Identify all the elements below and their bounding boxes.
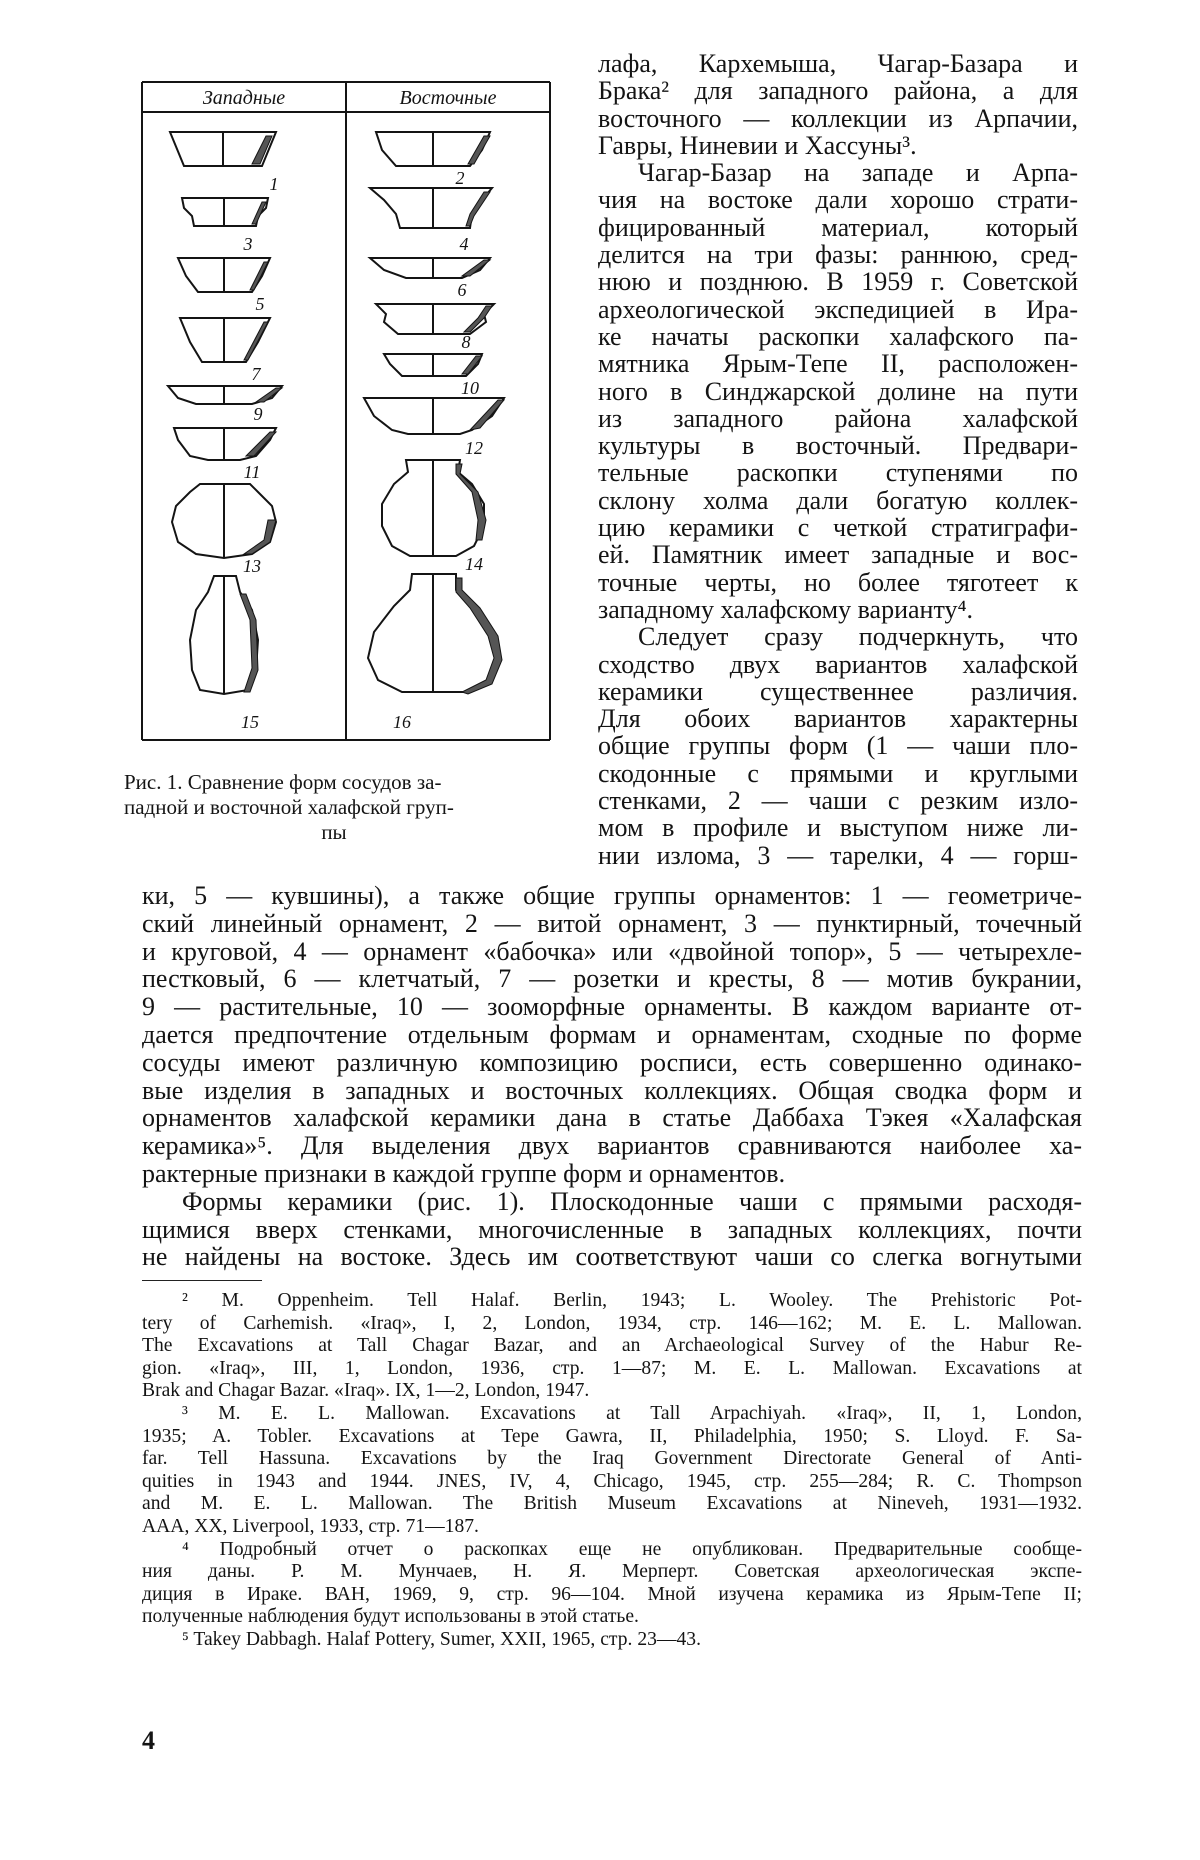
vessel-15 [190,576,258,694]
text-line: Следует сразу подчеркнуть, что [638,622,1078,652]
figure-header-east: Восточные [399,87,497,109]
vessel-number: 4 [459,234,469,254]
footnote-line: AAA, XX, Liverpool, 1933, стр. 71—187. [142,1515,479,1537]
figure-caption [124,770,544,845]
footnote-line: and M. E. L. Mallowan. The British Museum Excavations at Nineveh, 1931—1932. [142,1493,1082,1515]
text-line: западному халафскому варианту⁴. [598,594,974,624]
vessel-6 [370,258,490,278]
text-line: дается предпочтение отдельным формам и орнаментам, сходные по форме [142,1019,1082,1049]
text-line: ного в Синджарской долине на пути [598,376,1078,406]
caption-line: пы [321,820,347,844]
vessel-number: 9 [253,404,263,424]
vessel-number: 3 [243,234,253,254]
figure-header-west: Западные [202,87,286,109]
vessel-number: 14 [465,554,483,574]
footnotes [142,1290,1082,1652]
footnote-line: диция в Ираке. ВАН, 1969, 9, стр. 96—104. Мной изучена керамика из Ярым-Тепе II; [142,1583,1082,1605]
text-line: ки, 5 — кувшины), а также общие группы орнаментов: 1 — геометриче- [142,881,1082,910]
vessel-14 [382,460,486,556]
footnote-line: 1935; A. Tobler. Excavations at Tepe Gawra, II, Philadelphia, 1950; S. Lloyd. F. Sa- [142,1425,1082,1447]
vessel-number: 5 [255,294,265,314]
text-line: археологической экспедицией в Ира- [598,294,1078,324]
footnote-line: quities in 1943 and 1944. JNES, IV, 4, Chicago, 1945, стр. 255—284; R. C. Thompson [142,1470,1082,1492]
footnote-line: ⁵ Takey Dabbagh. Halaf Pottery, Sumer, XXII, 1965, стр. 23—43. [182,1628,701,1650]
text-line: керамика»⁵. Для выделения двух вариантов сравниваются наиболее ха- [142,1131,1082,1161]
text-line: и круговой, 4 — орнамент «бабочка» или «двойной топор», 5 — четырехле- [142,936,1082,966]
text-line: точные черты, но более тяготеет к [598,567,1078,597]
text-line: Чагар-Базар на западе и Арпа- [638,158,1078,188]
vessel-12 [364,398,504,434]
text-line: скодонные с прямыми и круглыми [598,758,1078,788]
figure-1 [140,80,552,750]
vessel-number: 16 [393,712,411,732]
vessel-number: 13 [243,556,261,576]
text-line: рактерные признаки в каждой группе форм и орнаментов. [142,1158,786,1188]
text-line: ский линейный орнамент, 2 — витой орнамент, 3 — пунктирный, точечный [142,908,1082,938]
text-line: орнаментов халафской керамики дана в статье Даббаха Тэкея «Халафская [142,1103,1082,1133]
text-line: цию керамики с четкой стратиграфи- [598,513,1078,543]
text-line: чия на востоке дали хорошо страти- [598,185,1078,215]
text-line: нюю и позднюю. В 1959 г. Советской [598,267,1078,297]
vessel-number: 15 [241,712,259,732]
vessel-number: 8 [461,332,471,352]
vessel-2 [376,132,490,166]
footnote-line: gion. «Iraq», III, 1, London, 1936, стр. 1—87; M. E. L. Mallowan. Excavations at [142,1357,1082,1379]
page-number: 4 [142,1726,155,1755]
right-column-text [598,50,1078,869]
text-line: фицированный материал, который [598,212,1078,242]
text-line: Гавры, Ниневии и Хассуны³. [598,130,917,160]
vessel-number: 7 [251,364,261,384]
vessel-7 [180,318,270,362]
caption-line: Рис. 1. Сравнение форм сосудов за- [124,770,442,794]
footnote-line: ³ M. E. L. Mallowan. Excavations at Tall Arpachiyah. «Iraq», II, 1, London, [182,1402,1082,1424]
vessel-4 [370,188,492,228]
vessel-9 [168,386,282,404]
footnote-rule [142,1280,262,1281]
text-line: не найдены на востоке. Здесь им соответствуют чаши со слегка вогнутыми [142,1242,1082,1272]
footnote-line: The Excavations at Tall Chagar Bazar, and an Archaeological Survey of the Habur Re- [142,1335,1082,1357]
vessel-number: 10 [461,378,479,398]
text-line: Формы керамики (рис. 1). Плоскодонные чаши с прямыми расходя- [182,1186,1082,1216]
vessel-5 [178,258,270,292]
vessel-comparison-figure [140,80,552,750]
text-line: лафа, Кархемыша, Чагар-Базара и [598,49,1078,78]
text-line: ей. Памятник имеет западные и вос- [598,540,1078,570]
vessel-3 [182,198,268,226]
text-line: сосуды имеют различную композицию росписи, есть совершенно одинако- [142,1047,1082,1077]
vessel-13 [172,484,276,558]
footnote-line: ⁴ Подробный отчет о раскопках еще не опубликован. Предварительные сообще- [182,1538,1082,1560]
text-line: восточного — коллекции из Арпачии, [598,103,1078,133]
text-line: Брака² для западного района, а для [598,76,1078,106]
vessel-8 [376,304,494,334]
footnote-line: полученные наблюдения будут использованы в этой статье. [142,1606,639,1628]
vessel-11 [174,428,276,460]
text-line: керамики существеннее различия. [598,676,1078,706]
vessel-16 [368,574,502,694]
vessel-10 [384,354,482,376]
text-line: мом в профиле и выступом ниже ли- [598,813,1078,843]
footnote-line: ния даны. Р. М. Мунчаев, Н. Я. Мерперт. Советская археологическая экспе- [142,1561,1082,1583]
vessel-number: 6 [457,280,467,300]
full-width-text [142,882,1082,1271]
vessel-1 [170,132,276,166]
text-line: вые изделия в западных и восточных коллекциях. Общая сводка форм и [142,1075,1082,1105]
vessel-number: 12 [465,438,483,458]
vessel-number: 2 [455,168,465,188]
footnote-line: far. Tell Hassuna. Excavations by the Iraq Government Directorate General of Anti- [142,1448,1082,1470]
text-line: 9 — растительные, 10 — зооморфные орнаменты. В каждом варианте от- [142,992,1082,1022]
footnote-line: ² M. Oppenheim. Tell Halaf. Berlin, 1943; L. Wooley. The Prehistoric Pot- [182,1290,1082,1311]
footnote-line: Brak and Chagar Bazar. «Iraq». IX, 1—2, London, 1947. [142,1380,590,1402]
text-line: из западного района халафской [598,403,1078,433]
text-line: стенками, 2 — чаши с резким изло- [598,786,1078,816]
text-line: делится на три фазы: раннюю, сред- [598,240,1078,270]
vessel-number: 11 [243,462,261,482]
caption-line: падной и восточной халафской груп- [124,795,454,819]
footnote-line: tery of Carhemish. «Iraq», I, 2, London, 1934, стр. 146—162; M. E. L. Mallowan. [142,1312,1082,1334]
text-line: культуры в восточный. Предвари- [598,431,1078,461]
text-line: склону холма дали богатую коллек- [598,485,1078,515]
text-line: Для обоих вариантов характерны [598,704,1078,734]
text-line: нии излома, 3 — тарелки, 4 — горш- [598,840,1078,870]
text-line: сходство двух вариантов халафской [598,649,1078,679]
text-line: пестковый, 6 — клетчатый, 7 — розетки и кресты, 8 — мотив букрании, [142,964,1082,994]
text-line: ке начаты раскопки халафского па- [598,321,1078,351]
text-line: щимися вверх стенками, многочисленные в западных коллекциях, почти [142,1214,1082,1244]
text-line: мятника Ярым-Тепе II, расположен- [598,349,1078,379]
text-line: тельные раскопки ступенями по [598,458,1078,488]
text-line: общие группы форм (1 — чаши пло- [598,731,1078,761]
vessel-number: 1 [269,174,279,194]
